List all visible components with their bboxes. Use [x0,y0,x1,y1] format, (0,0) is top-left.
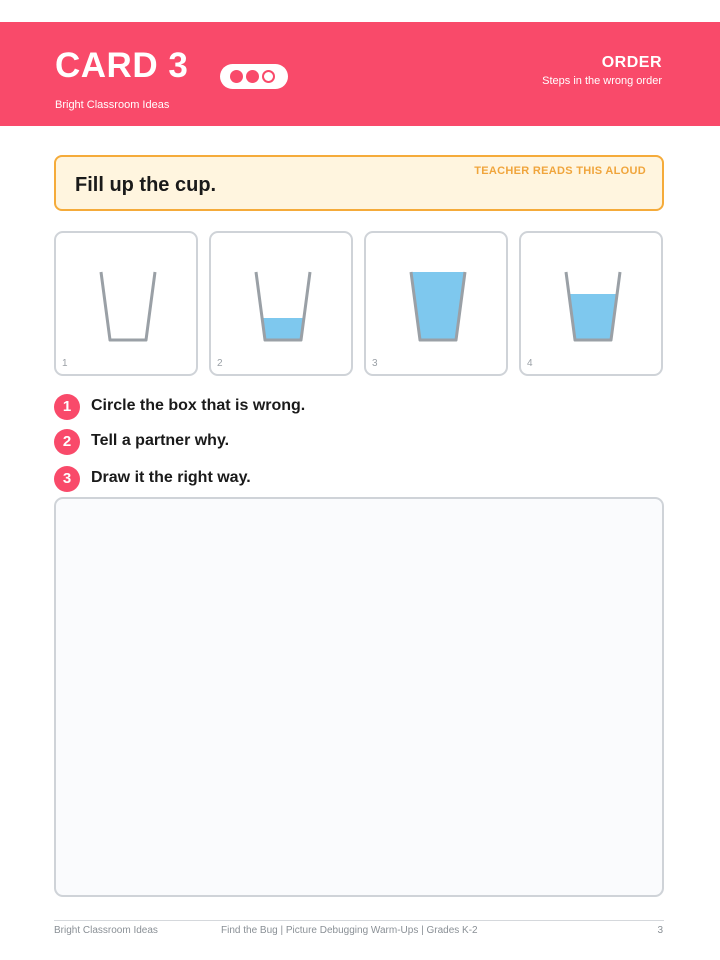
difficulty-dot-empty [262,70,275,83]
teacher-prompt [54,155,664,211]
difficulty-indicator [220,64,288,89]
picture-panel-4[interactable] [519,231,663,376]
step-text: Draw it the right way. [91,469,251,486]
water-fill [569,294,617,340]
panel-number: 1 [62,358,68,369]
step-number-badge: 2 [54,429,80,455]
step-number-badge: 1 [54,394,80,420]
footer-divider [54,920,664,921]
prompt-text: Fill up the cup. [75,174,217,196]
card-header [0,22,720,126]
cup-illustration [521,233,665,378]
picture-panel-2[interactable] [209,231,353,376]
panel-number: 2 [217,358,223,369]
step-text: Tell a partner why. [91,432,230,449]
picture-panel-1[interactable] [54,231,198,376]
brand-name: Bright Classroom Ideas [55,99,170,111]
step-text: Circle the box that is wrong. [91,397,306,414]
step-number-badge: 3 [54,466,80,492]
difficulty-dot-filled [230,70,243,83]
footer-brand: Bright Classroom Ideas [54,925,158,936]
category-title: ORDER [601,54,662,71]
panel-number: 3 [372,358,378,369]
page-number: 3 [657,925,663,936]
picture-panel-3[interactable] [364,231,508,376]
category-subtitle: Steps in the wrong order [542,75,662,87]
difficulty-dot-filled [246,70,259,83]
footer-series-title: Find the Bug | Picture Debugging Warm-Ups | Grades K-2 [221,925,478,936]
drawing-area[interactable] [54,497,664,897]
prompt-tag: TEACHER READS THIS ALOUD [474,165,646,177]
card-title: CARD 3 [55,46,189,85]
panel-number: 4 [527,358,533,369]
cup-illustration [211,233,355,378]
water-fill [262,318,303,340]
cup-illustration [56,233,200,378]
cup-illustration [366,233,510,378]
